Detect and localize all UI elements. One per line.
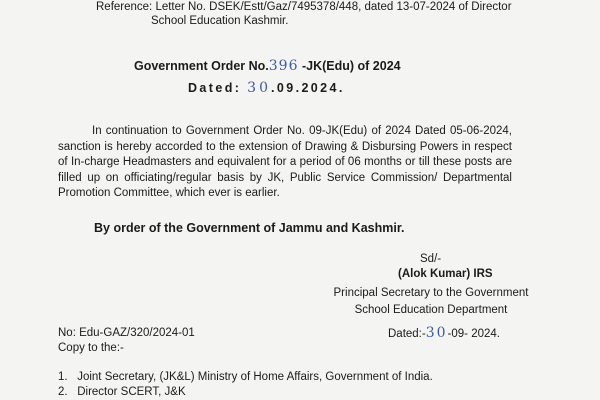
order-dated	[188, 80, 345, 96]
reference-line-1: Reference: Letter No. DSEK/Estt/Gaz/7495378/448, dated 13-07-2024 of Director	[96, 1, 512, 13]
list-item-text: Joint Secretary, (JK&L) Ministry of Home Affairs, Government of India.	[77, 371, 433, 383]
endorsement-dated	[388, 325, 500, 341]
reference-block	[96, 0, 512, 28]
list-item	[58, 385, 433, 400]
signatory-designation	[311, 285, 551, 318]
endorsement-number: No: Edu-GAZ/320/2024-01	[58, 327, 195, 339]
order-number-handwritten: 396	[268, 58, 299, 74]
order-title	[134, 58, 401, 74]
designation-line-1: Principal Secretary to the Government	[333, 287, 529, 299]
endorsement-dated-handwritten: 30	[425, 325, 448, 341]
order-title-prefix: Government Order No.	[134, 59, 269, 73]
reference-line-2: School Education Kashmir.	[151, 15, 289, 27]
list-item	[58, 370, 433, 385]
copy-to-list	[58, 370, 433, 400]
list-item-number: 2.	[58, 386, 68, 398]
endorsement-dated-prefix: Dated:-	[388, 328, 426, 340]
endorsement-dated-suffix: -09- 2024.	[447, 328, 500, 340]
order-body-text: In continuation to Government Order No. 09-JK(Edu) of 2024 Dated 05-06-2024, sanction is hereby accorded to the extension of Drawing & Disbursing Powers in respect of In-charge Headmasters and equivalent for a period of 06 months or till these posts are filled up on officiating/regular basis by JK, Public Service Commission/ Departmental Promotion Committee, which ever is earlier.	[58, 125, 512, 199]
order-dated-label: Dated:	[188, 81, 242, 95]
by-order-line: By order of the Government of Jammu and Kashmir.	[94, 221, 405, 235]
signature-sd: Sd/-	[420, 253, 442, 265]
order-dated-suffix: .09.2024.	[271, 81, 345, 95]
list-item-number: 1.	[58, 371, 68, 383]
order-dated-handwritten: 30	[247, 80, 271, 96]
order-body-paragraph	[58, 124, 512, 202]
list-item-text: Director SCERT, J&K	[77, 386, 186, 398]
order-title-suffix: -JK(Edu) of 2024	[301, 59, 401, 73]
copy-to-label: Copy to the:-	[58, 342, 124, 354]
designation-line-2: School Education Department	[354, 303, 508, 316]
signatory-name: (Alok Kumar) IRS	[398, 268, 493, 280]
